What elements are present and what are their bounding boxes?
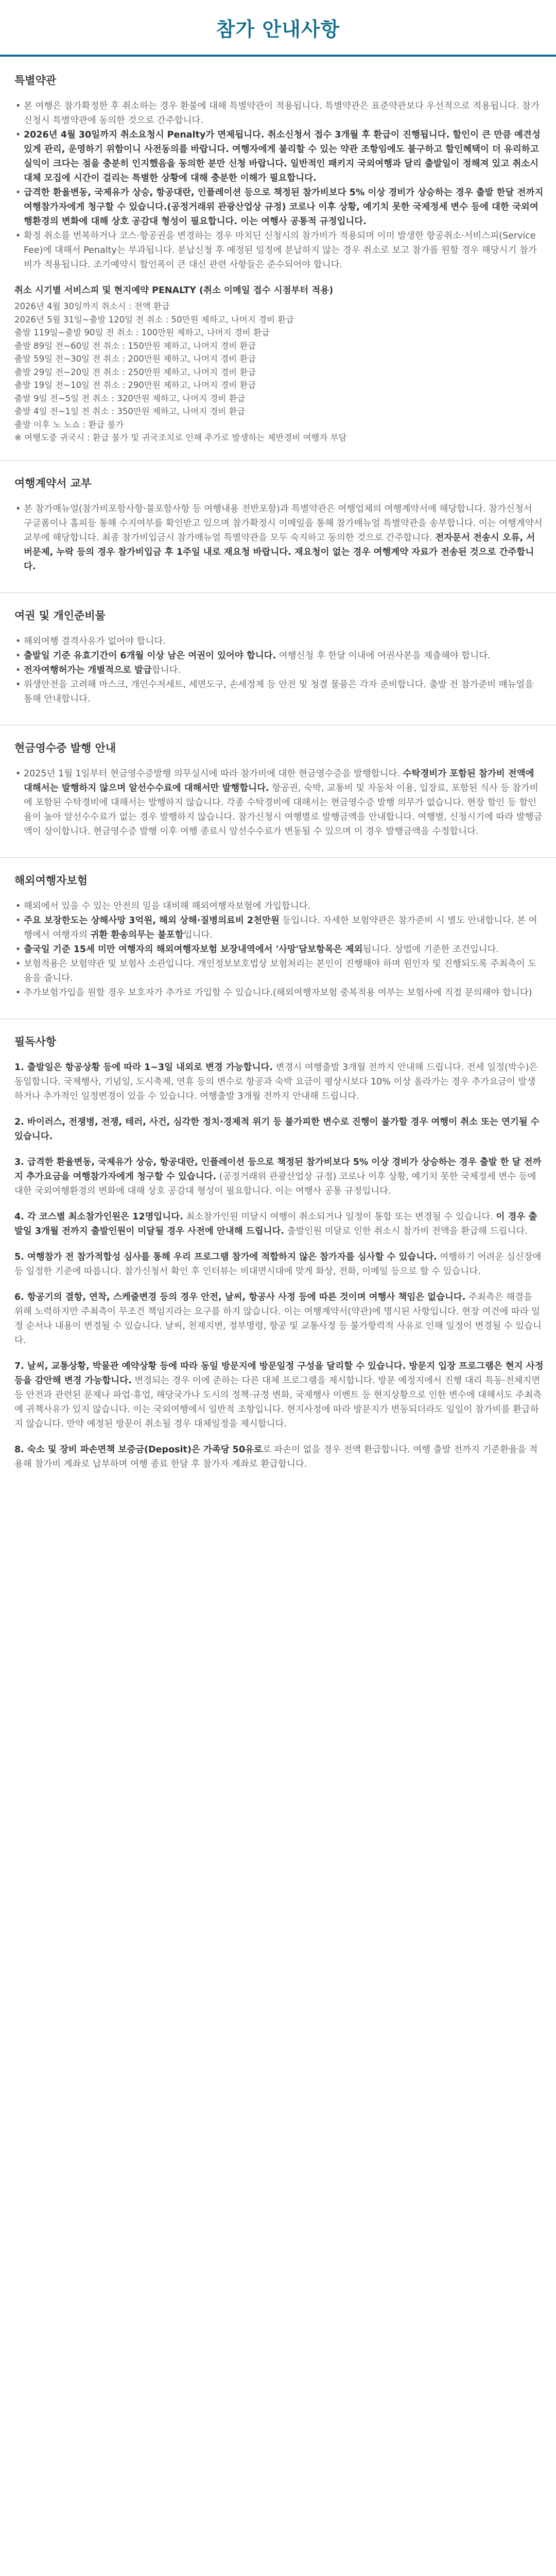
- item-text: 로 파손이 없을 경우 전액 환급합니다. 여행 출발 전까지 기준환율을 적용해 참가비 계좌로 납부하며 여행 종료 한달 후 참가자 계좌로 환급합니다.: [14, 1444, 538, 1469]
- list-item: [14, 1115, 544, 1144]
- page-title: 참가 안내사항: [216, 18, 340, 41]
- cancel-table-row: 출발 29일 전~20일 전 취소 : 250만원 제하고, 나머지 경비 환급: [14, 367, 256, 377]
- list-item: [14, 677, 544, 706]
- cancel-table-row: 출발 이후 노 노쇼 : 환급 불가: [14, 419, 124, 430]
- item-text: 등입니다. 자세한 보험약관은 참가준비 시 별도 안내합니다. 본 여행에서 여행자의: [24, 915, 537, 940]
- item-text-bold: 급격한 환율변동, 국제유가 상승, 항공대란, 인플레이션 등으로 책정된 참가비보다 5% 이상 경비가 상승하는 경우 출발 한달 전까지 여행참가자에게 청구할 수 있습니다.(공정거래위 관광산업상 규정) 코로나 이후 상황, 예기치 못한 국제정세 변수 등에 대한 국외여행환경의 변화에 대해 상호 공감대 형성이 필요합니다. 이는 여행사 공통적 규정입니다.: [24, 188, 544, 227]
- list-item: [14, 99, 544, 128]
- bullet-list: [14, 502, 544, 574]
- item-text-bold: 출발일 기준 유효기간이 6개월 이상 남은 여권이 있어야 합니다.: [24, 650, 276, 661]
- cancel-table-row: 출발 59일 전~30일 전 취소 : 200만원 제하고, 나머지 경비 환급: [14, 354, 256, 364]
- section-heading: 필독사항: [14, 1035, 57, 1048]
- section-heading: 여행계약서 교부: [14, 477, 92, 489]
- item-text: 2025년 1월 1일부터 현금영수증발행 의무실시에 따라 참가비에 대한 현금영수증을 발행합니다.: [24, 768, 403, 779]
- item-text-bold: 2. 바이러스, 전쟁병, 전쟁, 테러, 사건, 심각한 정치·경제적 위기 등 불가피한 변수로 진행이 불가할 경우 여행이 취소 또는 연기될 수 있습니다.: [14, 1116, 540, 1142]
- item-text: 추가보험가입을 원할 경우 보호자가 추가로 가입할 수 있습니다.(해외여행자보험 중복적용 여부는 보험사에 직접 문의해야 합니다): [24, 987, 532, 998]
- item-text-bold: 6. 항공기의 결항, 연착, 스케줄변경 등의 경우 안전, 날씨, 항공사 사정 등에 따른 것이며 여행사 책임은 없습니다.: [14, 1292, 466, 1302]
- list-item: [14, 986, 544, 1000]
- title-underline: [0, 55, 556, 57]
- list-item: [14, 663, 544, 677]
- list-item: [14, 649, 544, 663]
- item-text-bold: 주요 보장한도는 상해사망 3억원, 해외 상해·질병의료비 2천만원: [24, 915, 280, 926]
- section-must-read: [14, 1019, 544, 1471]
- list-item: [14, 1443, 544, 1471]
- section-heading: 현금영수증 발행 안내: [14, 741, 116, 754]
- item-text-bold: 이 경우 출발일 3개월 전까지 출발인원이 미달될 경우 사전에 안내해 드립니다.: [14, 1211, 537, 1236]
- list-item: [14, 1060, 544, 1104]
- list-item: [14, 957, 544, 986]
- item-text: 주최측은 해결을 위해 노력하지만 주최측이 무조건 책임지라는 요구를 하지 않습니다. 이는 여행계약서(약관)에 명시된 사항입니다. 현장 여건에 따라 일정 순서나 내용이 변경될 수 있습니다. 날씨, 천재지변, 정부명령, 항공 및 교통사정 등 불가항력적 사유로 인해 일정이 변경될 수 있습니다.: [14, 1292, 542, 1346]
- item-text: 여행하기 어려운 심신장애 등 일정한 기준에 따릅니다. 참가신청서 확인 후 인터뷰는 비대면시대에 맞게 화상, 전화, 이메일 등으로 할 수 있습니다.: [14, 1251, 542, 1277]
- section-insurance: [14, 858, 544, 1019]
- item-text-bold: 귀환 환송의무는 불포함: [90, 929, 184, 940]
- bullet-list: [14, 899, 544, 1000]
- item-text: 해외여행 결격사유가 없어야 합니다.: [24, 636, 166, 647]
- item-text: (공정거래위 관광산업상 규정) 코로나 이후 상황, 예기치 못한 국제정세 변수 등에 대한 국외여행환경의 변화에 대해 상호 공감대 형성이 필요합니다. 이는 여행사 공통 규정입니다.: [14, 1171, 536, 1196]
- bullet-list: [14, 767, 544, 839]
- item-text: 3. 급격한 환율변동, 국제유가 상승, 항공대란, 인플레이션 등으로: [14, 1157, 277, 1167]
- list-item: [14, 1359, 544, 1431]
- item-text: 여행신청 후 한달 이내에 여권사본을 제출해야 합니다.: [276, 650, 491, 661]
- cancel-table-row: 2026년 5월 31일~출발 120일 전 취소 : 50만원 제하고, 나머지 경비 환급: [14, 314, 294, 325]
- item-text: 본 여행은 참가확정한 후 취소하는 경우 환불에 대해 특별약관이 적용됩니다. 특별약관은 표준약관보다 우선적으로 적용됩니다. 참가신청시 특별약관에 동의한 것으로 간주합니다.: [24, 101, 540, 126]
- item-text: 보험적용은 보험약관 및 보험사 소관입니다. 개인정보보호법상 보험처리는 본인이 진행해야 하며 원인자 및 진행되도록 주최측이 도움을 줍니다.: [24, 958, 537, 984]
- list-item: [14, 1290, 544, 1348]
- item-text: 해외에서 있을 수 있는 안전의 일을 대비해 해외여행자보험에 가입합니다.: [24, 901, 311, 911]
- section-contract: [14, 461, 544, 592]
- item-text-bold: 1. 출발일은 항공상황 등에 따라 1~3일 내외로 변경 가능합니다.: [14, 1062, 273, 1073]
- list-item: [14, 899, 544, 913]
- item-text-bold: 5. 여행참가 전 참가적합성 심사를 통해 우리 프로그램 참가에 적합하지 않은 참가자를 심사할 수 있습니다.: [14, 1251, 437, 1262]
- item-text: 확정 취소를 번복하거나 코스·항공권을 변경하는 경우 마치딘 신청시의 참가비가 적용되며 이미 발생한 항공취소·서비스피(Service Fee)에 대해서 Penalty는 부과됩니다. 분납신청 후 예정된 일정에 분납하지 않는 경우 취소로 보고 참가를 원할 경우 해당시기 참가비가 적용됩니다. 조기예약시 할인폭이 큰 대신 관련 사항들은 준수되어야 합니다.: [24, 231, 537, 270]
- item-text-bold: 출국일 기준 15세 미만 여행자의 해외여행자보험 보장내역에서 '사망'담보항목은 제외: [24, 944, 363, 955]
- bullet-list: [14, 634, 544, 706]
- item-text-bold: 책정된 참가비보다 5% 이상 경비가 상승하는 경우 출발 한 달 전까지 추가요금을 여행참가자에게 청구할 수 있습니다.: [14, 1157, 542, 1182]
- section-heading: 해외여행자보험: [14, 874, 88, 887]
- list-item: [14, 1250, 544, 1279]
- section-heading: 특별약관: [14, 74, 57, 87]
- section-passport: [14, 593, 544, 725]
- list-item: [14, 128, 544, 185]
- item-text-bold: 4. 각 코스별 최소참가인원은 12명입니다.: [14, 1211, 183, 1222]
- item-text: 합니다.: [151, 665, 181, 675]
- numbered-list: [14, 1060, 544, 1471]
- item-text: 입니다.: [183, 929, 213, 940]
- cancel-table-row: 출발 119일~출발 90일 전 취소 : 100만원 제하고, 나머지 경비 환급: [14, 328, 270, 337]
- cancel-table-row: 출발 19일 전~10일 전 취소 : 290만원 제하고, 나머지 경비 환급: [14, 380, 256, 390]
- item-text: 항공권, 숙박, 교통비 및 자동차 이용, 입장료, 포함된 식사 등 참가비에 포함된 수탁경비에 대해서는 발행하지 않습니다. 각종 수탁경비에 대해서는 현금영수증 발행 의무가 없습니다. 현장 할인 등 할인율이 높아 알선수수료가 없는 경우 발행하지 않습니다. 참가신청시 여행별로 발행금액을 안내합니다. 여행별, 신청시기에 따라 발행금액이 상이합니다. 현금영수증 발행 이후 여행 종료시 알선수수료가 변동될 수 있으며 이 경우 발행금액을 수정합니다.: [24, 783, 543, 837]
- item-text-bold: 전자문서 전송시 오류, 서버문제, 누락 등의 경우 참가비입금 후 1주일 내로 재요청 바랍니다. 재요청이 없는 경우 여행계약 자료가 전송된 것으로 간주합니다.: [24, 532, 535, 572]
- section-special-terms: [14, 62, 544, 460]
- item-text: 출발인원 미달로 인한 취소시 참가비 전액을 환급해 드립니다.: [284, 1226, 528, 1236]
- section-cash-receipt: [14, 725, 544, 857]
- list-item: [14, 913, 544, 942]
- item-text: 본 참가매뉴얼(참가비포함사항·불포함사항 등 여행내용 전반포함)과 특별약관은 여행업체의 여행계약서에 해당합니다. 참가신청서 구글폼이나 홈피등 통해 수지여부를 확인받고 있으며 참가확정시 이메일을 통해 참가매뉴얼 특별약관을 송부합니다. 이는 여행계약서 교부에 해당합니다. 최종 참가비입금시 참가매뉴얼 특별약관을 모두 숙지하고 동의한 것으로 간주합니다.: [24, 503, 543, 543]
- item-text-bold: 8. 숙소 및 장비 파손면책 보증금(Deposit)은 가족당 50유로: [14, 1444, 263, 1455]
- item-text: 최소참가인원 미달시 여행이 취소되거나 일정이 통합 또는 변경될 수 있습니다.: [183, 1211, 496, 1222]
- content: [14, 62, 544, 1483]
- cancel-table: [14, 300, 544, 445]
- list-item: [14, 1210, 544, 1239]
- list-item: [14, 767, 544, 839]
- list-item: [14, 502, 544, 574]
- list-item: [14, 1155, 544, 1198]
- item-text-bold: 여행자에게 불리할 수 있는 약관 조항임에도 불구하고 할인혜택이 더 유리하고 실익이 크다는 점을 충분히 인지했음을 동의한 분만 신청 바랍니다. 일반적인 패키지 국외여행과 달리 출발일이 정해져 있고 취소시 대체 모집에 시간이 걸리는 특별한 상황에 대해 충분한 이해가 필요합니다.: [24, 144, 539, 183]
- item-text-bold: 2026년 4월 30일까지 취소요청시 Penalty가 면제됩니다. 취소신청서 접수 3개월 후 환급이 진행됩니다. 할인이 큰 만큼 예견성 있게 관리, 운영하기 위함이니 사전동의를 바랍니다.: [24, 130, 541, 155]
- list-item: [14, 185, 544, 229]
- cancel-table-title: 취소 시기별 서비스피 및 현지예약 PENALTY (취소 이메일 접수 시점부터 적용): [14, 285, 334, 296]
- item-text: 변경시 여행출발 3개월 전까지 안내해 드립니다. 전세 일정(박수)은 동일합니다. 국제행사, 기념일, 도시축제, 연휴 등의 변수로 항공과 숙박 요금이 평상시보다 10% 이상 올라가는 경우 추가요금이 발생하거나 추가적인 일정변경이 있을 수 있습니다. 여행출발 3개월 전까지 안내해 드립니다.: [14, 1062, 538, 1101]
- section-heading: 여권 및 개인준비물: [14, 609, 106, 622]
- bullet-list: [14, 99, 544, 272]
- list-item: [14, 634, 544, 649]
- item-text: 변경되는 경우 이에 준하는 다른 대체 프로그램을 제시합니다. 방문 예정지에서 진행 대리 특동·전체지면 등 안전과 관련된 문제나 파업·휴업, 해당국가나 도시의 정책·규정 변화, 국제행사 이벤트 등 현지상황으로 인한 변수에 대해서도 주최측에 귀책사유가 있지 않습니다. 이는 국외여행에서 일반적 조항입니다. 현지사정에 따라 방문지가 변동되더라도 일일이 참가비를 환급하지 않습니다. 만약 예정된 방문이 취소될 경우 대체일정을 제시합니다.: [14, 1375, 542, 1429]
- list-item: [14, 229, 544, 272]
- item-text: 됩니다. 상법에 기준한 조건입니다.: [362, 944, 499, 955]
- cancel-table-row: 2026년 4월 30일까지 취소시 : 전액 환급: [14, 301, 170, 311]
- cancel-table-row: 출발 89일 전~60일 전 취소 : 150만원 제하고, 나머지 경비 환급: [14, 341, 256, 351]
- cancel-table-row: ※ 여행도중 귀국시 : 환급 불가 및 귀국조치로 인해 추가로 발생하는 제반경비 여행자 부담: [14, 433, 347, 443]
- item-text-bold: 7. 날씨, 교통상황, 박물관 예약상황 등에 따라 동일 방문지에 방문일정 구성을 달리할 수 있습니다.: [14, 1361, 406, 1371]
- list-item: [14, 942, 544, 957]
- cancel-table-row: 출발 9일 전~5일 전 취소 : 320만원 제하고, 나머지 경비 환급: [14, 393, 246, 403]
- item-text-bold: 방문지 입장 프로그램은 현지 사정 등을 감안해 변경 가능합니다.: [14, 1361, 544, 1386]
- item-text: 위생안전을 고려해 마스크, 개인수저세트, 세면도구, 손세정제 등 안전 및 청결 물품은 각자 준비합니다. 출발 전 참가준비 매뉴얼을 통해 안내합니다.: [24, 679, 534, 704]
- item-text-bold: 수탁경비가 포함된 참가비 전액에 대해서는 발행하지 않으며 알선수수료에 대해서만 발행합니다.: [24, 768, 534, 793]
- cancel-table-row: 출발 4일 전~1일 전 취소 : 350만원 제하고, 나머지 경비 환급: [14, 406, 246, 416]
- item-text-bold: 전자여행허가는 개별적으로 발급: [24, 665, 152, 675]
